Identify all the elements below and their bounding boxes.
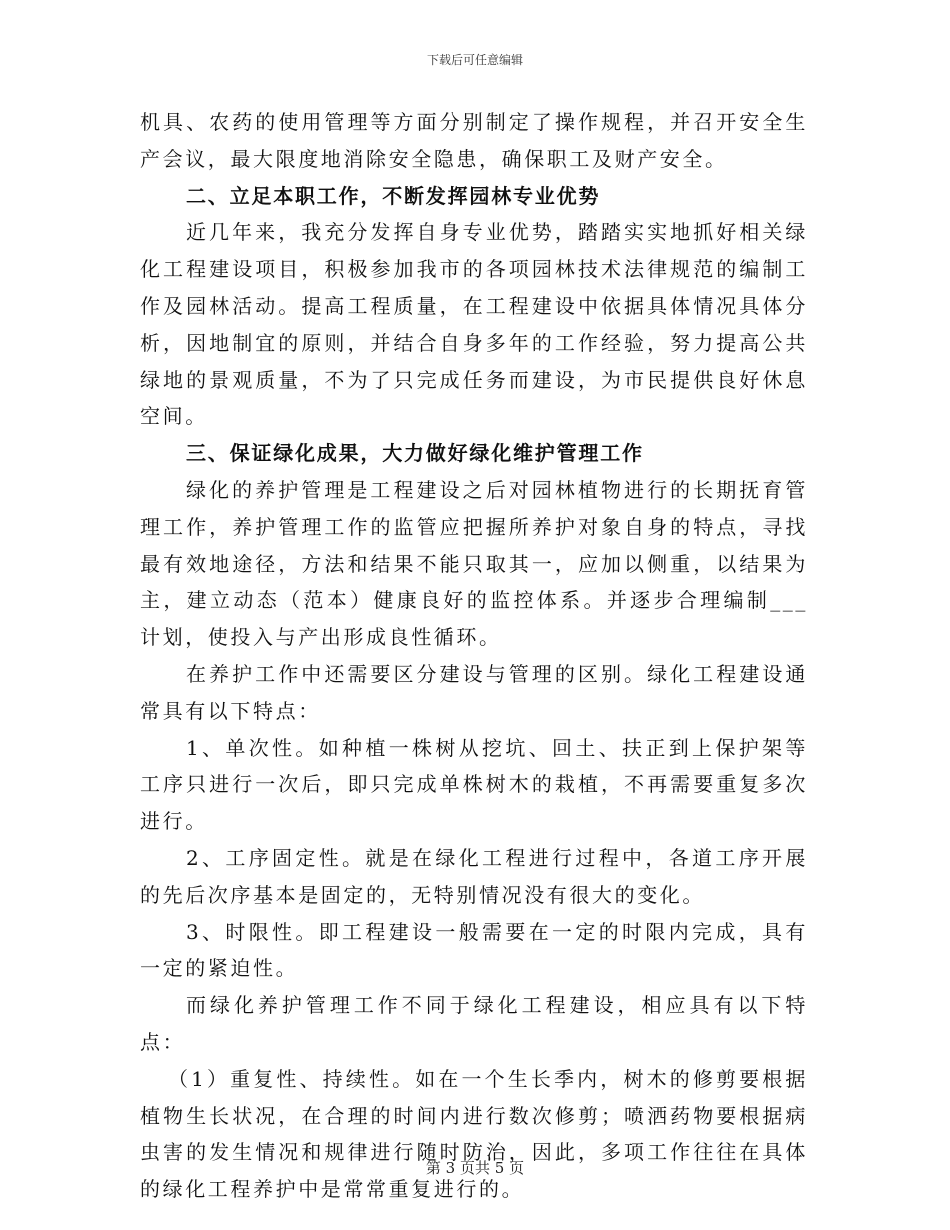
list-item: （1）重复性、持续性。如在一个生长季内，树木的修剪要根据植物生长状况，在合理的时间内进行数次修剪；喷洒药物要根据病虫害的发生情况和规律进行随时防治，因此，多项工作往往在具体的绿化工程养护中是常常重复进行的。 [140,1066,808,1202]
document-body [140,104,808,1208]
section-heading: 三、保证绿化成果，大力做好绿化维护管理工作 [186,441,644,466]
list-item: 2、工序固定性。就是在绿化工程进行过程中，各道工序开展的先后次序基本是固定的，无特别情况没有很大的变化。 [140,845,808,907]
paragraph: 绿化的养护管理是工程建设之后对园林植物进行的长期抚育管理工作，养护管理工作的监管应把握所养护对象自身的特点，寻找最有效地途径，方法和结果不能只取其一，应加以侧重，以结果为主，建立动态（范本）健康良好的监控体系。并逐步合理编制___计划，使投入与产出形成良性循环。 [140,477,808,650]
page-header: 下载后可任意编辑 [426,53,523,67]
paragraph: 而绿化养护管理工作不同于绿化工程建设，相应具有以下特点： [140,993,808,1054]
section-heading: 二、立足本职工作，不断发挥园林专业优势 [186,183,601,208]
paragraph: 机具、农药的使用管理等方面分别制定了操作规程，并召开安全生产会议，最大限度地消除安全隐患，确保职工及财产安全。 [140,110,808,171]
page-footer: 第 3 页共 5 页 [425,1159,525,1177]
list-item: 1、单次性。如种植一株树从挖坑、回土、扶正到上保护架等工序只进行一次后，即只完成单株树木的栽植，不再需要重复多次进行。 [140,735,808,834]
paragraph: 近几年来，我充分发挥自身专业优势，踏踏实实地抓好相关绿化工程建设项目，积极参加我市的各项园林技术法律规范的编制工作及园林活动。提高工程质量，在工程建设中依据具体情况具体分析，因地制宜的原则，并结合自身多年的工作经验，努力提高公共绿地的景观质量，不为了只完成任务而建设，为市民提供良好休息空间。 [140,220,808,429]
paragraph: 在养护工作中还需要区分建设与管理的区别。绿化工程建设通常具有以下特点： [140,661,808,723]
list-item: 3、时限性。即工程建设一般需要在一定的时限内完成，具有一定的紧迫性。 [140,919,808,981]
